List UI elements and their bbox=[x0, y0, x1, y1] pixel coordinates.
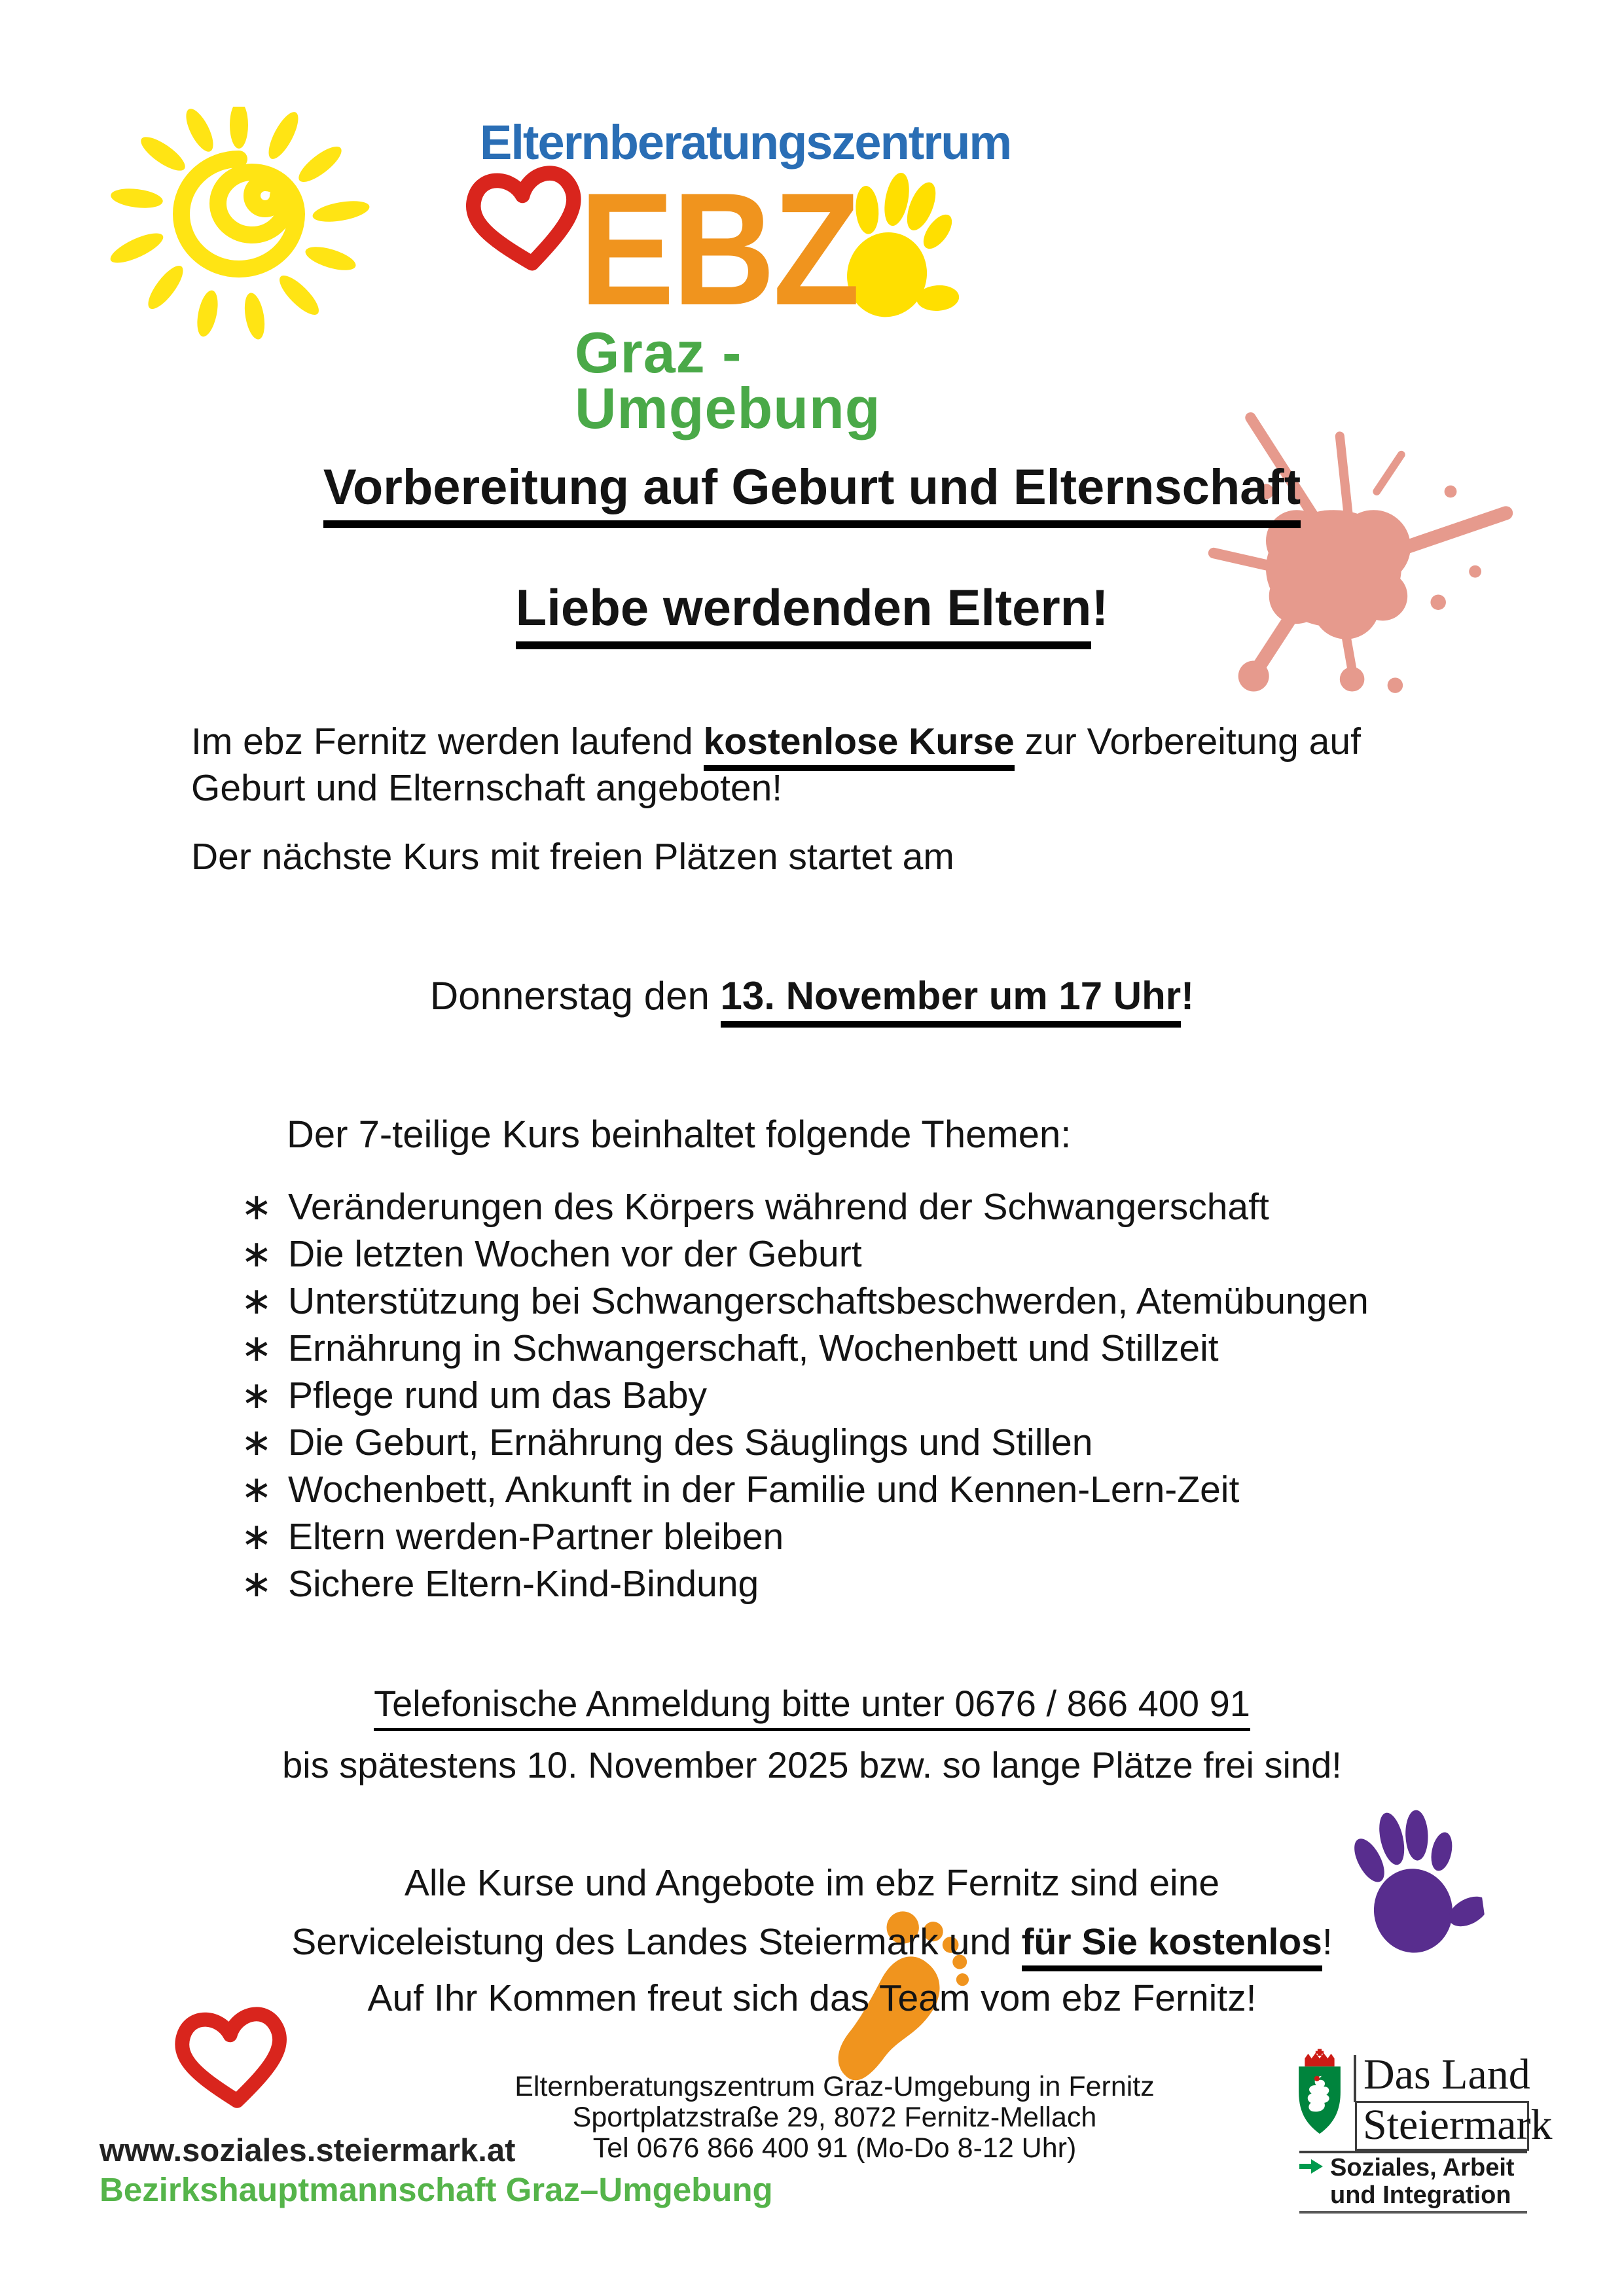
list-item bbox=[241, 1325, 1524, 1372]
service-line2-suffix: ! bbox=[1322, 1921, 1333, 1963]
asterisk-bullet-icon: ∗ bbox=[241, 1516, 272, 1558]
intro-line1-part2: zur Vorbereitung auf bbox=[1014, 721, 1361, 762]
asterisk-bullet-icon: ∗ bbox=[241, 1186, 272, 1228]
service-line2-highlight: für Sie kostenlos bbox=[1022, 1921, 1322, 1971]
phone-registration-line bbox=[0, 1682, 1624, 1725]
land-logo-line1: Das Land bbox=[1363, 2051, 1530, 2098]
salutation bbox=[0, 579, 1624, 636]
intro-line1-highlight: kostenlose Kurse bbox=[704, 721, 1015, 771]
asterisk-bullet-icon: ∗ bbox=[241, 1327, 272, 1369]
logo-acronym: EBZ bbox=[579, 159, 858, 338]
intro-line1 bbox=[191, 720, 1361, 763]
contact-address-block bbox=[419, 2072, 1250, 2164]
land-logo-line2: Steiermark bbox=[1363, 2101, 1553, 2149]
page-title bbox=[0, 460, 1624, 515]
topics-header: Der 7-teilige Kurs beinhaltet folgende Themen: bbox=[287, 1113, 1072, 1156]
list-item bbox=[241, 1183, 1524, 1230]
asterisk-bullet-icon: ∗ bbox=[241, 1422, 272, 1463]
topic-label: Die letzten Wochen vor der Geburt bbox=[288, 1233, 862, 1275]
address-line3: Tel 0676 866 400 91 (Mo-Do 8-12 Uhr) bbox=[592, 2132, 1077, 2164]
salutation-suffix: ! bbox=[1091, 579, 1109, 636]
address-line2: Sportplatzstraße 29, 8072 Fernitz-Mellach bbox=[572, 2102, 1097, 2133]
website-url: www.soziales.steiermark.at bbox=[99, 2133, 516, 2168]
logo-region-line2: Umgebung bbox=[575, 376, 881, 440]
asterisk-bullet-icon: ∗ bbox=[241, 1233, 272, 1275]
service-line2-part1: Serviceleistung des Landes Steiermark und bbox=[291, 1921, 1022, 1963]
sun-icon bbox=[108, 107, 370, 340]
asterisk-bullet-icon: ∗ bbox=[241, 1374, 272, 1416]
green-arrow-icon bbox=[1299, 2159, 1323, 2174]
list-item bbox=[241, 1278, 1524, 1325]
department-line1: Soziales, Arbeit bbox=[1330, 2154, 1515, 2181]
list-item bbox=[241, 1230, 1524, 1278]
date-prefix: Donnerstag den bbox=[429, 974, 721, 1018]
deadline-line: bis spätestens 10. November 2025 bzw. so lange Plätze frei sind! bbox=[282, 1744, 1342, 1785]
logo-org-name: Elternberatungszentrum bbox=[480, 115, 1011, 170]
district-authority-label: Bezirkshauptmannschaft Graz–Umgebung bbox=[99, 2171, 773, 2208]
salutation-text: Liebe werdenden Eltern bbox=[516, 579, 1092, 649]
intro-line2: Geburt und Elternschaft angeboten! bbox=[191, 767, 783, 809]
asterisk-bullet-icon: ∗ bbox=[241, 1469, 272, 1511]
phone-registration-text: Telefonische Anmeldung bitte unter 0676 / 866 400 91 bbox=[374, 1683, 1250, 1731]
topic-label: Eltern werden-Partner bleiben bbox=[288, 1516, 784, 1558]
address-line1: Elternberatungszentrum Graz-Umgebung in Fernitz bbox=[514, 2071, 1155, 2102]
topic-label: Unterstützung bei Schwangerschaftsbeschwerden, Atemübungen bbox=[288, 1280, 1369, 1322]
date-suffix: ! bbox=[1181, 974, 1195, 1018]
list-item bbox=[241, 1560, 1524, 1607]
department-line2: und Integration bbox=[1330, 2181, 1511, 2209]
service-line3: Auf Ihr Kommen freut sich das Team vom ebz Fernitz! bbox=[367, 1977, 1257, 2019]
service-line2 bbox=[0, 1920, 1624, 1964]
topic-label: Veränderungen des Körpers während der Schwangerschaft bbox=[288, 1186, 1269, 1228]
topics-list bbox=[241, 1183, 1524, 1607]
page-title-text: Vorbereitung auf Geburt und Elternschaft bbox=[323, 459, 1301, 528]
logo-rule-bottom bbox=[1299, 2211, 1527, 2214]
list-item bbox=[241, 1466, 1524, 1513]
topic-label: Ernährung in Schwangerschaft, Wochenbett und Stillzeit bbox=[288, 1327, 1219, 1369]
topic-label: Wochenbett, Ankunft in der Familie und Kennen-Lern-Zeit bbox=[288, 1469, 1240, 1511]
steiermark-crest-icon bbox=[1296, 2049, 1343, 2140]
list-item bbox=[241, 1513, 1524, 1560]
topic-label: Sichere Eltern-Kind-Bindung bbox=[288, 1563, 759, 1605]
asterisk-bullet-icon: ∗ bbox=[241, 1280, 272, 1322]
logo-region-line1: Graz - bbox=[575, 320, 742, 385]
intro-line1-part1: Im ebz Fernitz werden laufend bbox=[191, 721, 704, 762]
logo-heart-icon bbox=[453, 155, 598, 280]
land-steiermark-logo bbox=[1270, 2036, 1566, 2271]
service-line1: Alle Kurse und Angebote im ebz Fernitz sind eine bbox=[404, 1862, 1220, 1904]
date-highlight: 13. November um 17 Uhr bbox=[721, 974, 1182, 1028]
logo-divider-line bbox=[1354, 2055, 1356, 2102]
course-date-line bbox=[0, 973, 1624, 1019]
paint-splatter-icon bbox=[1198, 399, 1519, 707]
list-item bbox=[241, 1419, 1524, 1466]
topic-label: Die Geburt, Ernährung des Säuglings und Stillen bbox=[288, 1422, 1093, 1463]
list-item bbox=[241, 1372, 1524, 1419]
topic-label: Pflege rund um das Baby bbox=[288, 1374, 708, 1416]
next-course-line: Der nächste Kurs mit freien Plätzen startet am bbox=[191, 836, 954, 878]
asterisk-bullet-icon: ∗ bbox=[241, 1563, 272, 1605]
